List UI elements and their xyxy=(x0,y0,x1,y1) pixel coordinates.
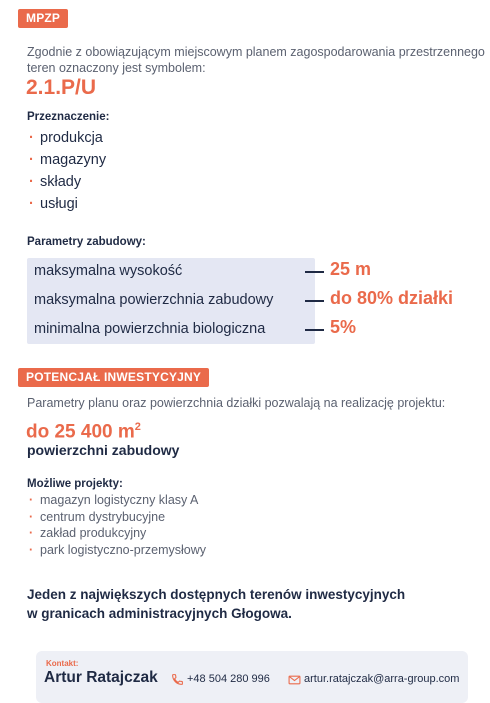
summary-line2: w granicach administracyjnych Głogowa. xyxy=(27,606,292,621)
area-value: do 25 400 $m^2$ xyxy=(26,421,141,443)
potential-intro: Parametry planu oraz powierzchnia działki pozwalają na realizację projektu: xyxy=(27,396,446,410)
potential-tag: POTENCJAŁ INWESTYCYJNY xyxy=(18,368,209,387)
params-heading: Parametry zabudowy: xyxy=(27,236,146,248)
projects-heading: Możliwe projekty: xyxy=(27,478,123,490)
param-row xyxy=(0,258,470,286)
bullet-icon: · xyxy=(29,152,34,168)
list-item: · park logistyczno-przemysłowy xyxy=(29,542,207,557)
params-table xyxy=(0,258,470,344)
param-row xyxy=(0,316,470,344)
email-icon xyxy=(288,674,301,686)
param-value: 5% xyxy=(330,317,357,337)
mpzp-tag: MPZP xyxy=(18,9,68,28)
summary-line1: Jeden z największych dostępnych terenów inwestycyjnych xyxy=(27,587,406,602)
contact-label: Kontakt: xyxy=(46,659,79,668)
contact-box xyxy=(36,651,468,703)
list-item: · magazyn logistyczny klasy A xyxy=(29,493,199,507)
bullet-icon: · xyxy=(29,526,34,540)
projects-list xyxy=(27,492,287,558)
phone-number: +48 504 280 996 xyxy=(187,673,270,685)
bullet-icon: · xyxy=(29,196,34,212)
dash-line xyxy=(305,329,324,331)
list-item: · magazyny xyxy=(27,149,227,171)
list-item: · zakład produkcyjny xyxy=(29,526,147,540)
list-item: · usługi xyxy=(27,193,227,215)
param-label: maksymalna wysokość xyxy=(34,263,183,279)
zoning-symbol: 2.1.P/U xyxy=(26,76,97,99)
email-address: artur.ratajczak@arra-group.com xyxy=(304,673,460,685)
param-value: do 80% działki xyxy=(330,288,454,308)
bullet-icon: · xyxy=(29,174,34,190)
list-item: · produkcja xyxy=(27,127,227,149)
dash-line xyxy=(305,300,324,302)
bullet-icon: · xyxy=(29,509,34,524)
bullet-icon: · xyxy=(29,130,34,146)
mpzp-intro-line1: Zgodnie z obowiązującym miejscowym planem zagospodarowania przestrzennego xyxy=(27,45,485,59)
param-row xyxy=(0,287,470,315)
area-caption: powierzchni zabudowy xyxy=(27,442,180,458)
contact-name: Artur Ratajczak xyxy=(44,669,158,686)
param-value: 25 m xyxy=(330,259,372,279)
phone-icon xyxy=(171,673,184,686)
bullet-icon: · xyxy=(29,542,34,557)
mpzp-intro-line2: teren oznaczony jest symbolem: xyxy=(27,61,206,75)
bullet-icon: · xyxy=(29,493,34,507)
purpose-list xyxy=(27,127,227,215)
list-item: · centrum dystrybucyjne xyxy=(29,509,166,524)
dash-line xyxy=(305,271,324,273)
param-label: maksymalna powierzchnia zabudowy xyxy=(34,292,274,308)
param-label: minimalna powierzchnia biologiczna xyxy=(34,321,266,337)
list-item: · składy xyxy=(27,171,227,193)
purpose-heading: Przeznaczenie: xyxy=(27,111,110,123)
